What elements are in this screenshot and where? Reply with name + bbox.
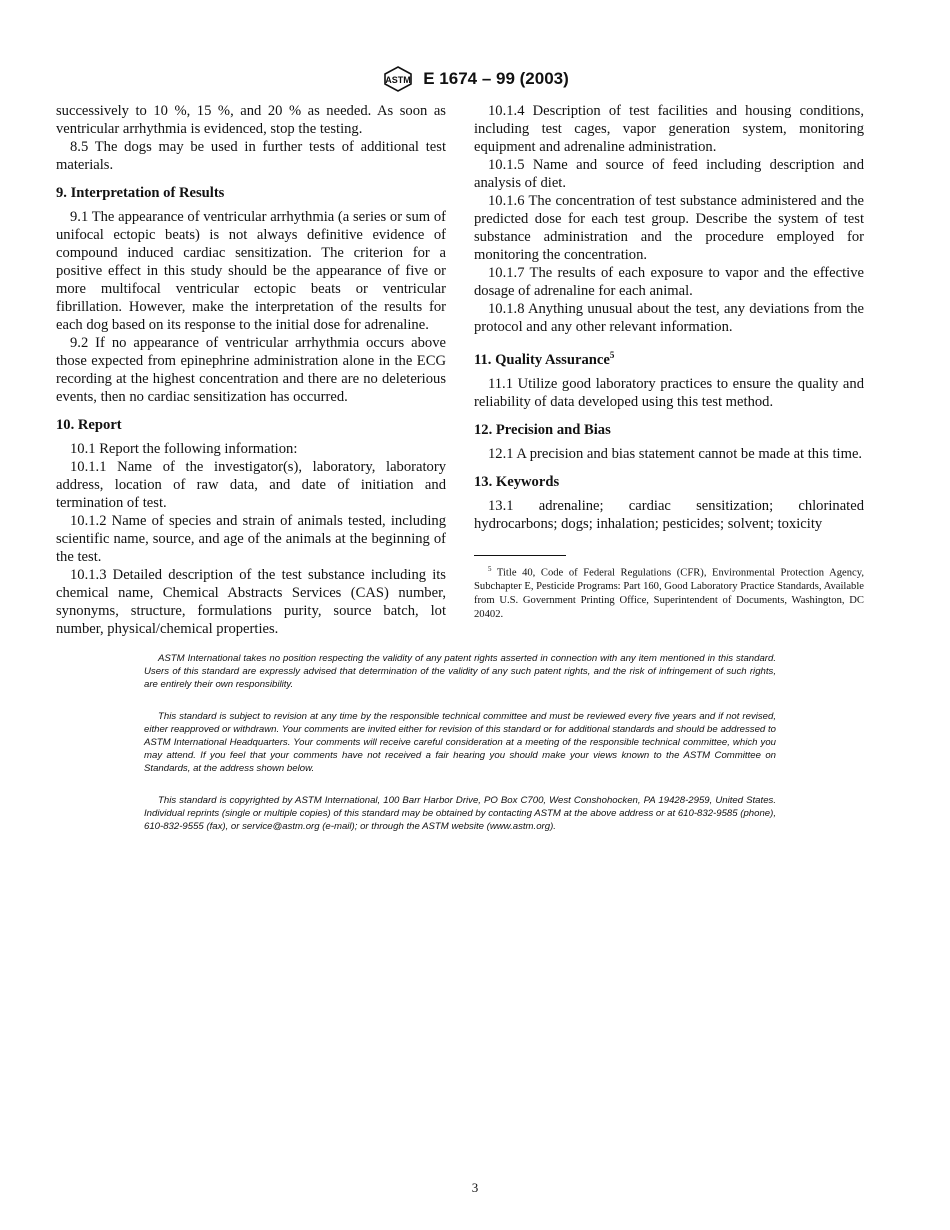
paragraph-10-1-6: 10.1.6 The concentration of test substance administered and the predicted dose for each test group. Describe the system of test substance administration and the procedure employed for monitoring the concentration. — [474, 193, 864, 263]
astm-logo-icon — [381, 66, 415, 92]
footnote-marker: 5 — [488, 564, 492, 573]
standard-designation: E 1674 – 99 (2003) — [423, 69, 569, 88]
section-10-heading: 10. Report — [56, 417, 122, 433]
section-12-heading: 12. Precision and Bias — [474, 421, 611, 438]
paragraph-10-1-4: 10.1.4 Description of test facilities and housing conditions, including test cages, vapor generation system, monitoring equipment and adrenaline administration. — [474, 103, 864, 155]
svg-text:ASTM: ASTM — [385, 75, 411, 85]
footnote-reference[interactable]: 5 — [609, 350, 615, 360]
paragraph-10-1: 10.1 Report the following information: — [70, 441, 298, 457]
page-number: 3 — [471, 1180, 479, 1195]
paragraph-11-1: 11.1 Utilize good laboratory practices to ensure the quality and reliability of data developed using this test method. — [474, 375, 864, 410]
footnote-text: Title 40, Code of Federal Regulations (CFR), Environmental Protection Agency, Subchapter E, Pesticide Programs: Part 160, Good Laboratory Practice Standards, Available from U.S. Government Printing Office, Superintendent of Documents, Washington, DC 20402. — [474, 567, 864, 621]
paragraph-8-5: 8.5 The dogs may be used in further tests of additional test materials. — [56, 139, 446, 173]
legal-notices — [144, 652, 776, 851]
paragraph-12-1: 12.1 A precision and bias statement cannot be made at this time. — [488, 445, 863, 462]
paragraph-10-1-8: 10.1.8 Anything unusual about the test, any deviations from the protocol and any other relevant information. — [474, 301, 864, 335]
paragraph-10-1-2: 10.1.2 Name of species and strain of animals tested, including scientific name, source, and age of the animals at the beginning of the test. — [56, 513, 446, 565]
right-column — [474, 102, 864, 622]
patent-notice: ASTM International takes no position respecting the validity of any patent rights asserted in connection with any item mentioned in this standard. Users of this standard are expressly advised that determination of the validity of any such patent rights, and the risk of infringement of such rights, are entirely their own responsibility. — [144, 653, 776, 691]
page-header — [0, 66, 950, 92]
paragraph-10-1-5: 10.1.5 Name and source of feed including description and analysis of diet. — [474, 157, 864, 191]
paragraph-13-1: 13.1 adrenaline; cardiac sensitization; chlorinated hydrocarbons; dogs; inhalation; pesticides; solvent; toxicity — [474, 497, 864, 532]
section-11-title: 11. Quality Assurance — [474, 351, 610, 368]
paragraph-continued: successively to 10 %, 15 %, and 20 % as needed. As soon as ventricular arrhythmia is evidenced, stop the testing. — [56, 103, 446, 137]
paragraph-10-1-1: 10.1.1 Name of the investigator(s), laboratory, laboratory address, location of raw data, and date of initiation and termination of test. — [56, 459, 446, 511]
paragraph-9-1: 9.1 The appearance of ventricular arrhythmia (a series or sum of unifocal ectopic beats) is not always definitive evidence of compound induced cardiac sensitization. The criterion for a positive effect in this study should be the appearance of five or more multifocal ventricular ectopic beats or ventricular fibrillation. However, make the interpretation of the results for each dog based on its response to the initial dose for adrenaline. — [56, 209, 446, 333]
section-11-heading — [474, 346, 864, 369]
footnote-divider — [474, 555, 566, 556]
paragraph-10-1-7: 10.1.7 The results of each exposure to vapor and the effective dosage of adrenaline for each animal. — [474, 265, 864, 299]
copyright-notice: This standard is copyrighted by ASTM International, 100 Barr Harbor Drive, PO Box C700, West Conshohocken, PA 19428-2959, United States. Individual reprints (single or multiple copies) of this standard may be obtained by contacting ASTM at the above address or at 610-832-9585 (phone), 610-832-9555 (fax), or service@astm.org (e-mail); or through the ASTM website (www.astm.org). — [144, 794, 776, 833]
section-9-heading: 9. Interpretation of Results — [56, 185, 225, 201]
revision-notice: This standard is subject to revision at any time by the responsible technical committee and must be reviewed every five years and if not revised, either reapproved or withdrawn. Your comments are invited either for revision of this standard or for additional standards and should be addressed to ASTM International Headquarters. Your comments will receive careful consideration at a meeting of the responsible technical committee, which you may attend. If you feel that your comments have not received a fair hearing you should make your views known to the ASTM Committee on Standards, at the address shown below. — [144, 710, 776, 775]
footnote-5 — [474, 562, 864, 623]
section-13-heading: 13. Keywords — [474, 473, 560, 490]
paragraph-9-2: 9.2 If no appearance of ventricular arrhythmia occurs above those expected from epinephrine administration alone in the ECG recording at the highest concentration and there are no deleterious events, then no cardiac sensitization has occurred. — [56, 335, 446, 405]
left-column — [56, 102, 446, 638]
paragraph-10-1-3: 10.1.3 Detailed description of the test substance including its chemical name, Chemical Abstracts Services (CAS) number, synonyms, structure, formulations purity, source batch, lot number, physical/chemical properties. — [56, 567, 446, 637]
